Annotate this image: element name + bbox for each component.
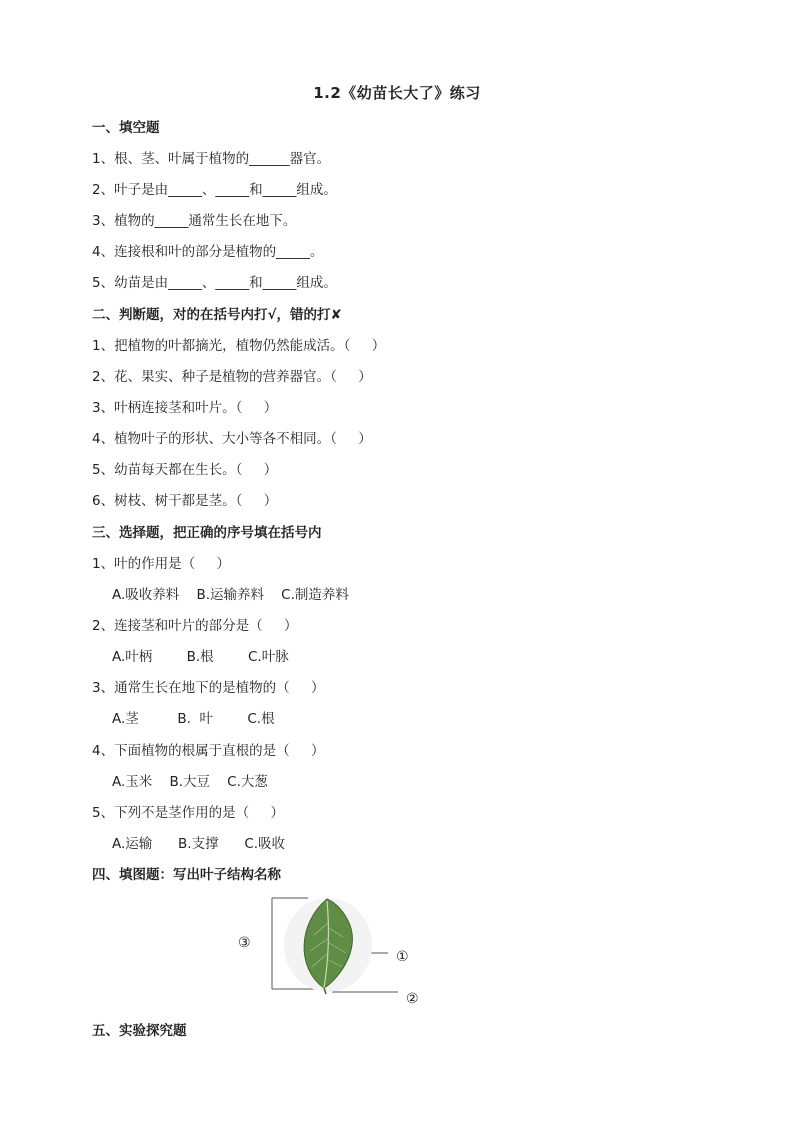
page-title: 1.2《幼苗长大了》练习 xyxy=(313,84,481,102)
question-line: 4、下面植物的根属于直根的是（ ） xyxy=(92,743,325,759)
answer-options: A.吸收养料 B.运输养料 C.制造养料 xyxy=(112,587,349,603)
question-line: 5、幼苗是由_____、_____和_____组成。 xyxy=(92,275,337,291)
label-two: ② xyxy=(406,991,419,1007)
question-line: 3、植物的_____通常生长在地下。 xyxy=(92,213,297,229)
answer-options: A.茎 B. 叶 C.根 xyxy=(112,711,275,727)
leaf-diagram xyxy=(238,893,428,1013)
answer-options: A.运输 B.支撑 C.吸收 xyxy=(112,836,286,852)
section-heading-diagram: 四、填图题：写出叶子结构名称 xyxy=(92,867,281,883)
question-line: 3、叶柄连接茎和叶片。（ ） xyxy=(92,400,278,416)
label-one: ① xyxy=(396,949,409,965)
question-line: 1、根、茎、叶属于植物的______器官。 xyxy=(92,151,331,167)
answer-options: A.叶柄 B.根 C.叶脉 xyxy=(112,649,289,665)
question-line: 5、下列不是茎作用的是（ ） xyxy=(92,805,285,821)
question-line: 2、连接茎和叶片的部分是（ ） xyxy=(92,618,298,634)
question-line: 4、连接根和叶的部分是植物的_____。 xyxy=(92,244,324,260)
question-line: 2、叶子是由_____、_____和_____组成。 xyxy=(92,182,337,198)
question-line: 6、树枝、树干都是茎。（ ） xyxy=(92,493,278,509)
question-line: 5、幼苗每天都在生长。（ ） xyxy=(92,462,278,478)
label-three: ③ xyxy=(238,935,251,951)
question-line: 1、把植物的叶都摘光，植物仍然能成活。（ ） xyxy=(92,338,386,354)
section-heading-fill-blank: 一、填空题 xyxy=(92,120,160,136)
question-line: 1、叶的作用是（ ） xyxy=(92,556,231,572)
question-line: 2、花、果实、种子是植物的营养器官。（ ） xyxy=(92,369,372,385)
answer-options: A.玉米 B.大豆 C.大葱 xyxy=(112,774,268,790)
section-heading-experiment: 五、实验探究题 xyxy=(92,1023,187,1039)
section-heading-true-false: 二、判断题，对的在括号内打√，错的打✘ xyxy=(92,307,342,323)
question-line: 3、通常生长在地下的是植物的（ ） xyxy=(92,680,325,696)
question-line: 4、植物叶子的形状、大小等各不相同。（ ） xyxy=(92,431,372,447)
section-heading-multiple-choice: 三、选择题，把正确的序号填在括号内 xyxy=(92,525,322,541)
